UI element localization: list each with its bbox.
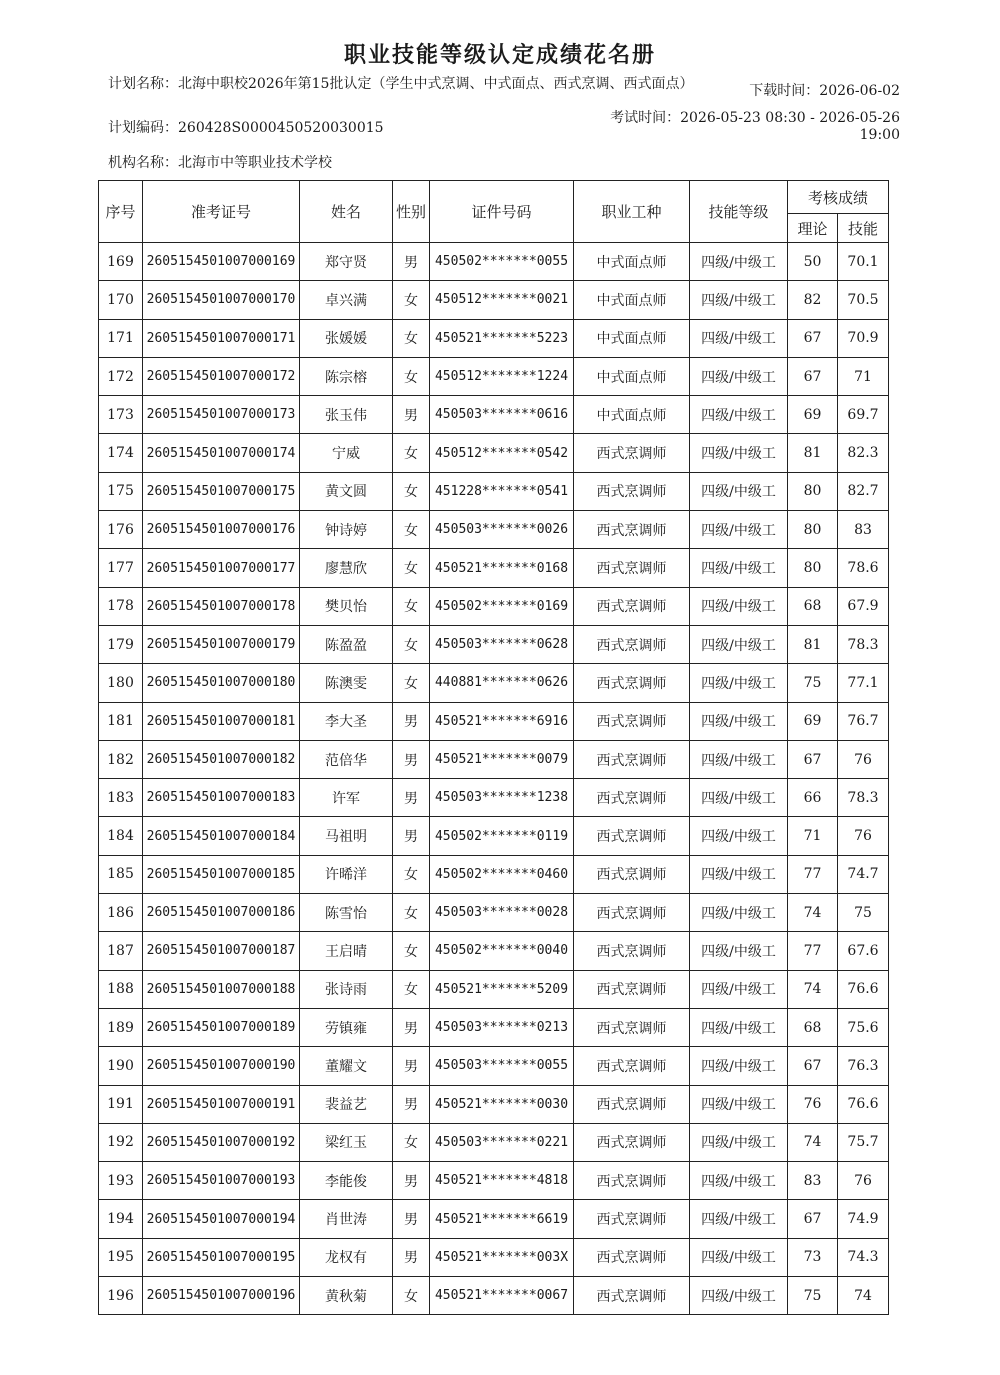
cell-ticket: 2605154501007000169 bbox=[143, 243, 300, 281]
cell-ticket: 2605154501007000177 bbox=[143, 549, 300, 587]
cell-occupation: 西式烹调师 bbox=[574, 511, 690, 549]
cell-theory: 77 bbox=[788, 855, 838, 893]
cell-skill: 69.7 bbox=[838, 396, 889, 434]
cell-ticket: 2605154501007000184 bbox=[143, 817, 300, 855]
cell-ticket: 2605154501007000187 bbox=[143, 932, 300, 970]
cell-id: 450512*******0021 bbox=[430, 281, 574, 319]
table-row bbox=[99, 855, 889, 893]
cell-gender: 女 bbox=[393, 281, 430, 319]
cell-theory: 67 bbox=[788, 319, 838, 357]
cell-seq: 177 bbox=[99, 549, 143, 587]
cell-name: 樊贝怡 bbox=[300, 587, 393, 625]
table-row bbox=[99, 1008, 889, 1046]
cell-occupation: 西式烹调师 bbox=[574, 1200, 690, 1238]
cell-gender: 女 bbox=[393, 1277, 430, 1315]
cell-id: 450502*******0169 bbox=[430, 587, 574, 625]
cell-gender: 男 bbox=[393, 1238, 430, 1276]
cell-occupation: 西式烹调师 bbox=[574, 587, 690, 625]
plan-code: 计划编码：260428S0000450520030015 bbox=[108, 120, 384, 136]
cell-level: 四级/中级工 bbox=[690, 779, 788, 817]
cell-theory: 80 bbox=[788, 549, 838, 587]
cell-seq: 196 bbox=[99, 1277, 143, 1315]
cell-name: 许军 bbox=[300, 779, 393, 817]
cell-seq: 185 bbox=[99, 855, 143, 893]
cell-skill: 70.1 bbox=[838, 243, 889, 281]
cell-ticket: 2605154501007000178 bbox=[143, 587, 300, 625]
cell-name: 董耀文 bbox=[300, 1047, 393, 1085]
cell-skill: 82.3 bbox=[838, 434, 889, 472]
cell-occupation: 西式烹调师 bbox=[574, 817, 690, 855]
cell-name: 马祖明 bbox=[300, 817, 393, 855]
header-score: 考核成绩 bbox=[788, 181, 889, 214]
cell-seq: 187 bbox=[99, 932, 143, 970]
cell-id: 450503*******0221 bbox=[430, 1123, 574, 1161]
header-level: 技能等级 bbox=[690, 181, 788, 243]
table-row bbox=[99, 625, 889, 663]
cell-gender: 男 bbox=[393, 1008, 430, 1046]
cell-occupation: 西式烹调师 bbox=[574, 1047, 690, 1085]
cell-name: 陈宗榕 bbox=[300, 357, 393, 395]
table-row bbox=[99, 932, 889, 970]
cell-seq: 181 bbox=[99, 702, 143, 740]
cell-level: 四级/中级工 bbox=[690, 472, 788, 510]
cell-level: 四级/中级工 bbox=[690, 740, 788, 778]
cell-level: 四级/中级工 bbox=[690, 817, 788, 855]
cell-id: 440881*******0626 bbox=[430, 664, 574, 702]
cell-id: 450503*******0616 bbox=[430, 396, 574, 434]
cell-name: 郑守贤 bbox=[300, 243, 393, 281]
cell-occupation: 西式烹调师 bbox=[574, 779, 690, 817]
cell-theory: 71 bbox=[788, 817, 838, 855]
cell-level: 四级/中级工 bbox=[690, 702, 788, 740]
table-row bbox=[99, 396, 889, 434]
cell-gender: 女 bbox=[393, 970, 430, 1008]
cell-level: 四级/中级工 bbox=[690, 1200, 788, 1238]
cell-id: 451228*******0541 bbox=[430, 472, 574, 510]
table-row bbox=[99, 779, 889, 817]
cell-seq: 179 bbox=[99, 625, 143, 663]
cell-gender: 男 bbox=[393, 1200, 430, 1238]
cell-gender: 女 bbox=[393, 894, 430, 932]
cell-gender: 女 bbox=[393, 549, 430, 587]
cell-gender: 男 bbox=[393, 396, 430, 434]
cell-id: 450521*******5223 bbox=[430, 319, 574, 357]
header-gender: 性别 bbox=[393, 181, 430, 243]
cell-occupation: 西式烹调师 bbox=[574, 1123, 690, 1161]
cell-ticket: 2605154501007000189 bbox=[143, 1008, 300, 1046]
cell-id: 450521*******0168 bbox=[430, 549, 574, 587]
cell-skill: 76.3 bbox=[838, 1047, 889, 1085]
cell-skill: 76.7 bbox=[838, 702, 889, 740]
cell-level: 四级/中级工 bbox=[690, 894, 788, 932]
cell-ticket: 2605154501007000190 bbox=[143, 1047, 300, 1085]
cell-id: 450503*******0055 bbox=[430, 1047, 574, 1085]
cell-id: 450521*******0030 bbox=[430, 1085, 574, 1123]
cell-occupation: 西式烹调师 bbox=[574, 625, 690, 663]
cell-seq: 194 bbox=[99, 1200, 143, 1238]
table-row bbox=[99, 1162, 889, 1200]
cell-occupation: 中式面点师 bbox=[574, 243, 690, 281]
cell-gender: 女 bbox=[393, 434, 430, 472]
cell-occupation: 西式烹调师 bbox=[574, 434, 690, 472]
cell-level: 四级/中级工 bbox=[690, 1008, 788, 1046]
cell-skill: 76 bbox=[838, 817, 889, 855]
cell-ticket: 2605154501007000171 bbox=[143, 319, 300, 357]
cell-seq: 193 bbox=[99, 1162, 143, 1200]
cell-name: 王启晴 bbox=[300, 932, 393, 970]
cell-name: 陈盈盈 bbox=[300, 625, 393, 663]
table-row bbox=[99, 1047, 889, 1085]
cell-level: 四级/中级工 bbox=[690, 1162, 788, 1200]
cell-name: 卓兴满 bbox=[300, 281, 393, 319]
cell-skill: 75.7 bbox=[838, 1123, 889, 1161]
cell-occupation: 中式面点师 bbox=[574, 281, 690, 319]
table-row bbox=[99, 511, 889, 549]
cell-name: 陈雪怡 bbox=[300, 894, 393, 932]
cell-skill: 74.3 bbox=[838, 1238, 889, 1276]
cell-skill: 77.1 bbox=[838, 664, 889, 702]
cell-theory: 66 bbox=[788, 779, 838, 817]
score-roster-table bbox=[98, 180, 889, 1315]
table-row bbox=[99, 894, 889, 932]
table-row bbox=[99, 281, 889, 319]
cell-gender: 女 bbox=[393, 664, 430, 702]
cell-gender: 男 bbox=[393, 817, 430, 855]
cell-id: 450503*******0213 bbox=[430, 1008, 574, 1046]
cell-name: 梁红玉 bbox=[300, 1123, 393, 1161]
cell-skill: 83 bbox=[838, 511, 889, 549]
cell-skill: 70.5 bbox=[838, 281, 889, 319]
cell-skill: 76 bbox=[838, 1162, 889, 1200]
table-row bbox=[99, 1277, 889, 1315]
cell-ticket: 2605154501007000173 bbox=[143, 396, 300, 434]
cell-seq: 170 bbox=[99, 281, 143, 319]
cell-id: 450503*******1238 bbox=[430, 779, 574, 817]
document-title: 职业技能等级认定成绩花名册 bbox=[343, 42, 656, 68]
cell-level: 四级/中级工 bbox=[690, 549, 788, 587]
cell-skill: 67.9 bbox=[838, 587, 889, 625]
table-row bbox=[99, 740, 889, 778]
cell-id: 450521*******0079 bbox=[430, 740, 574, 778]
table-row bbox=[99, 434, 889, 472]
cell-name: 范倍华 bbox=[300, 740, 393, 778]
cell-seq: 188 bbox=[99, 970, 143, 1008]
cell-seq: 195 bbox=[99, 1238, 143, 1276]
cell-seq: 189 bbox=[99, 1008, 143, 1046]
cell-theory: 69 bbox=[788, 702, 838, 740]
table-row bbox=[99, 817, 889, 855]
cell-theory: 81 bbox=[788, 434, 838, 472]
header-id: 证件号码 bbox=[430, 181, 574, 243]
cell-level: 四级/中级工 bbox=[690, 664, 788, 702]
cell-id: 450502*******0460 bbox=[430, 855, 574, 893]
cell-theory: 68 bbox=[788, 1008, 838, 1046]
cell-occupation: 西式烹调师 bbox=[574, 1085, 690, 1123]
cell-id: 450503*******0026 bbox=[430, 511, 574, 549]
cell-skill: 74.9 bbox=[838, 1200, 889, 1238]
cell-level: 四级/中级工 bbox=[690, 970, 788, 1008]
cell-ticket: 2605154501007000174 bbox=[143, 434, 300, 472]
cell-ticket: 2605154501007000193 bbox=[143, 1162, 300, 1200]
table-row bbox=[99, 587, 889, 625]
table-row bbox=[99, 1085, 889, 1123]
cell-seq: 183 bbox=[99, 779, 143, 817]
cell-theory: 77 bbox=[788, 932, 838, 970]
cell-skill: 71 bbox=[838, 357, 889, 395]
cell-id: 450521*******003X bbox=[430, 1238, 574, 1276]
cell-occupation: 西式烹调师 bbox=[574, 855, 690, 893]
cell-seq: 176 bbox=[99, 511, 143, 549]
cell-occupation: 中式面点师 bbox=[574, 357, 690, 395]
cell-id: 450512*******1224 bbox=[430, 357, 574, 395]
cell-theory: 75 bbox=[788, 1277, 838, 1315]
cell-skill: 76 bbox=[838, 740, 889, 778]
cell-ticket: 2605154501007000172 bbox=[143, 357, 300, 395]
cell-gender: 女 bbox=[393, 357, 430, 395]
cell-seq: 191 bbox=[99, 1085, 143, 1123]
cell-gender: 女 bbox=[393, 319, 430, 357]
cell-skill: 74.7 bbox=[838, 855, 889, 893]
cell-occupation: 西式烹调师 bbox=[574, 970, 690, 1008]
cell-skill: 76.6 bbox=[838, 970, 889, 1008]
cell-ticket: 2605154501007000196 bbox=[143, 1277, 300, 1315]
cell-skill: 78.6 bbox=[838, 549, 889, 587]
cell-occupation: 西式烹调师 bbox=[574, 702, 690, 740]
header-occupation: 职业工种 bbox=[574, 181, 690, 243]
cell-gender: 男 bbox=[393, 1162, 430, 1200]
table-row bbox=[99, 702, 889, 740]
cell-name: 李大圣 bbox=[300, 702, 393, 740]
table-row bbox=[99, 1123, 889, 1161]
cell-theory: 80 bbox=[788, 472, 838, 510]
cell-ticket: 2605154501007000195 bbox=[143, 1238, 300, 1276]
cell-name: 李能俊 bbox=[300, 1162, 393, 1200]
cell-id: 450502*******0040 bbox=[430, 932, 574, 970]
table-row bbox=[99, 549, 889, 587]
cell-theory: 82 bbox=[788, 281, 838, 319]
cell-gender: 男 bbox=[393, 702, 430, 740]
table-row bbox=[99, 472, 889, 510]
cell-occupation: 西式烹调师 bbox=[574, 740, 690, 778]
cell-level: 四级/中级工 bbox=[690, 396, 788, 434]
cell-name: 张媛媛 bbox=[300, 319, 393, 357]
cell-occupation: 西式烹调师 bbox=[574, 1277, 690, 1315]
cell-name: 许晞洋 bbox=[300, 855, 393, 893]
cell-level: 四级/中级工 bbox=[690, 319, 788, 357]
cell-skill: 75.6 bbox=[838, 1008, 889, 1046]
cell-name: 张诗雨 bbox=[300, 970, 393, 1008]
cell-level: 四级/中级工 bbox=[690, 587, 788, 625]
cell-occupation: 西式烹调师 bbox=[574, 549, 690, 587]
cell-name: 陈澳雯 bbox=[300, 664, 393, 702]
cell-ticket: 2605154501007000175 bbox=[143, 472, 300, 510]
cell-level: 四级/中级工 bbox=[690, 1277, 788, 1315]
cell-occupation: 中式面点师 bbox=[574, 396, 690, 434]
cell-seq: 175 bbox=[99, 472, 143, 510]
table-row bbox=[99, 1200, 889, 1238]
cell-seq: 190 bbox=[99, 1047, 143, 1085]
cell-skill: 78.3 bbox=[838, 625, 889, 663]
cell-occupation: 西式烹调师 bbox=[574, 1162, 690, 1200]
cell-ticket: 2605154501007000188 bbox=[143, 970, 300, 1008]
table-row bbox=[99, 1238, 889, 1276]
table-row bbox=[99, 319, 889, 357]
header-seq: 序号 bbox=[99, 181, 143, 243]
cell-id: 450502*******0055 bbox=[430, 243, 574, 281]
table-row bbox=[99, 357, 889, 395]
cell-occupation: 西式烹调师 bbox=[574, 894, 690, 932]
cell-occupation: 西式烹调师 bbox=[574, 1008, 690, 1046]
cell-theory: 76 bbox=[788, 1085, 838, 1123]
cell-name: 龙权有 bbox=[300, 1238, 393, 1276]
cell-gender: 男 bbox=[393, 1085, 430, 1123]
cell-theory: 81 bbox=[788, 625, 838, 663]
cell-ticket: 2605154501007000176 bbox=[143, 511, 300, 549]
cell-gender: 女 bbox=[393, 511, 430, 549]
table-row bbox=[99, 243, 889, 281]
header-theory: 理论 bbox=[788, 214, 838, 243]
cell-skill: 78.3 bbox=[838, 779, 889, 817]
cell-gender: 男 bbox=[393, 740, 430, 778]
cell-occupation: 西式烹调师 bbox=[574, 664, 690, 702]
cell-gender: 女 bbox=[393, 625, 430, 663]
cell-skill: 76.6 bbox=[838, 1085, 889, 1123]
cell-level: 四级/中级工 bbox=[690, 1085, 788, 1123]
cell-ticket: 2605154501007000191 bbox=[143, 1085, 300, 1123]
cell-theory: 67 bbox=[788, 1047, 838, 1085]
cell-name: 劳镇雍 bbox=[300, 1008, 393, 1046]
cell-id: 450502*******0119 bbox=[430, 817, 574, 855]
cell-ticket: 2605154501007000185 bbox=[143, 855, 300, 893]
cell-seq: 171 bbox=[99, 319, 143, 357]
cell-seq: 172 bbox=[99, 357, 143, 395]
cell-theory: 80 bbox=[788, 511, 838, 549]
cell-skill: 75 bbox=[838, 894, 889, 932]
cell-occupation: 西式烹调师 bbox=[574, 472, 690, 510]
cell-ticket: 2605154501007000192 bbox=[143, 1123, 300, 1161]
cell-level: 四级/中级工 bbox=[690, 511, 788, 549]
cell-gender: 男 bbox=[393, 1047, 430, 1085]
cell-name: 钟诗婷 bbox=[300, 511, 393, 549]
cell-name: 廖慧欣 bbox=[300, 549, 393, 587]
cell-skill: 82.7 bbox=[838, 472, 889, 510]
cell-gender: 女 bbox=[393, 855, 430, 893]
cell-gender: 女 bbox=[393, 932, 430, 970]
header-name: 姓名 bbox=[300, 181, 393, 243]
cell-occupation: 西式烹调师 bbox=[574, 1238, 690, 1276]
cell-theory: 83 bbox=[788, 1162, 838, 1200]
header-skill: 技能 bbox=[838, 214, 889, 243]
cell-level: 四级/中级工 bbox=[690, 1123, 788, 1161]
cell-seq: 184 bbox=[99, 817, 143, 855]
download-time: 下载时间：2026-06-02 bbox=[749, 83, 900, 99]
cell-occupation: 中式面点师 bbox=[574, 319, 690, 357]
cell-theory: 69 bbox=[788, 396, 838, 434]
header-ticket: 准考证号 bbox=[143, 181, 300, 243]
cell-name: 肖世涛 bbox=[300, 1200, 393, 1238]
cell-id: 450503*******0028 bbox=[430, 894, 574, 932]
cell-theory: 67 bbox=[788, 357, 838, 395]
cell-theory: 67 bbox=[788, 1200, 838, 1238]
cell-level: 四级/中级工 bbox=[690, 855, 788, 893]
exam-time: 考试时间：2026-05-23 08:30 - 2026-05-26 19:00 bbox=[610, 110, 900, 143]
cell-seq: 182 bbox=[99, 740, 143, 778]
cell-theory: 74 bbox=[788, 894, 838, 932]
organization-name: 机构名称：北海市中等职业技术学校 bbox=[108, 155, 332, 171]
cell-level: 四级/中级工 bbox=[690, 932, 788, 970]
cell-gender: 男 bbox=[393, 779, 430, 817]
cell-ticket: 2605154501007000183 bbox=[143, 779, 300, 817]
cell-occupation: 西式烹调师 bbox=[574, 932, 690, 970]
cell-name: 黄文圆 bbox=[300, 472, 393, 510]
cell-seq: 174 bbox=[99, 434, 143, 472]
cell-id: 450521*******5209 bbox=[430, 970, 574, 1008]
cell-ticket: 2605154501007000186 bbox=[143, 894, 300, 932]
cell-level: 四级/中级工 bbox=[690, 357, 788, 395]
cell-level: 四级/中级工 bbox=[690, 243, 788, 281]
cell-gender: 男 bbox=[393, 243, 430, 281]
cell-id: 450521*******0067 bbox=[430, 1277, 574, 1315]
cell-ticket: 2605154501007000170 bbox=[143, 281, 300, 319]
plan-name: 计划名称：北海中职校2026年第15批认定（学生中式烹调、中式面点、西式烹调、西式面点） bbox=[108, 76, 694, 92]
cell-ticket: 2605154501007000179 bbox=[143, 625, 300, 663]
cell-theory: 73 bbox=[788, 1238, 838, 1276]
cell-level: 四级/中级工 bbox=[690, 1238, 788, 1276]
cell-theory: 74 bbox=[788, 1123, 838, 1161]
cell-ticket: 2605154501007000182 bbox=[143, 740, 300, 778]
cell-theory: 68 bbox=[788, 587, 838, 625]
cell-level: 四级/中级工 bbox=[690, 434, 788, 472]
cell-id: 450512*******0542 bbox=[430, 434, 574, 472]
cell-id: 450521*******6619 bbox=[430, 1200, 574, 1238]
cell-name: 黄秋菊 bbox=[300, 1277, 393, 1315]
table-row bbox=[99, 970, 889, 1008]
table-body bbox=[99, 243, 889, 1315]
cell-id: 450503*******0628 bbox=[430, 625, 574, 663]
cell-skill: 74 bbox=[838, 1277, 889, 1315]
cell-id: 450521*******6916 bbox=[430, 702, 574, 740]
cell-name: 张玉伟 bbox=[300, 396, 393, 434]
cell-seq: 180 bbox=[99, 664, 143, 702]
cell-skill: 67.6 bbox=[838, 932, 889, 970]
cell-theory: 74 bbox=[788, 970, 838, 1008]
cell-level: 四级/中级工 bbox=[690, 281, 788, 319]
cell-theory: 75 bbox=[788, 664, 838, 702]
table-row bbox=[99, 664, 889, 702]
cell-gender: 女 bbox=[393, 1123, 430, 1161]
cell-skill: 70.9 bbox=[838, 319, 889, 357]
cell-gender: 女 bbox=[393, 472, 430, 510]
cell-ticket: 2605154501007000180 bbox=[143, 664, 300, 702]
cell-seq: 186 bbox=[99, 894, 143, 932]
cell-seq: 178 bbox=[99, 587, 143, 625]
cell-ticket: 2605154501007000194 bbox=[143, 1200, 300, 1238]
cell-theory: 67 bbox=[788, 740, 838, 778]
cell-seq: 192 bbox=[99, 1123, 143, 1161]
cell-ticket: 2605154501007000181 bbox=[143, 702, 300, 740]
cell-seq: 169 bbox=[99, 243, 143, 281]
cell-gender: 女 bbox=[393, 587, 430, 625]
cell-level: 四级/中级工 bbox=[690, 1047, 788, 1085]
cell-seq: 173 bbox=[99, 396, 143, 434]
cell-theory: 50 bbox=[788, 243, 838, 281]
cell-level: 四级/中级工 bbox=[690, 625, 788, 663]
cell-name: 宁威 bbox=[300, 434, 393, 472]
cell-id: 450521*******4818 bbox=[430, 1162, 574, 1200]
cell-name: 裴益艺 bbox=[300, 1085, 393, 1123]
